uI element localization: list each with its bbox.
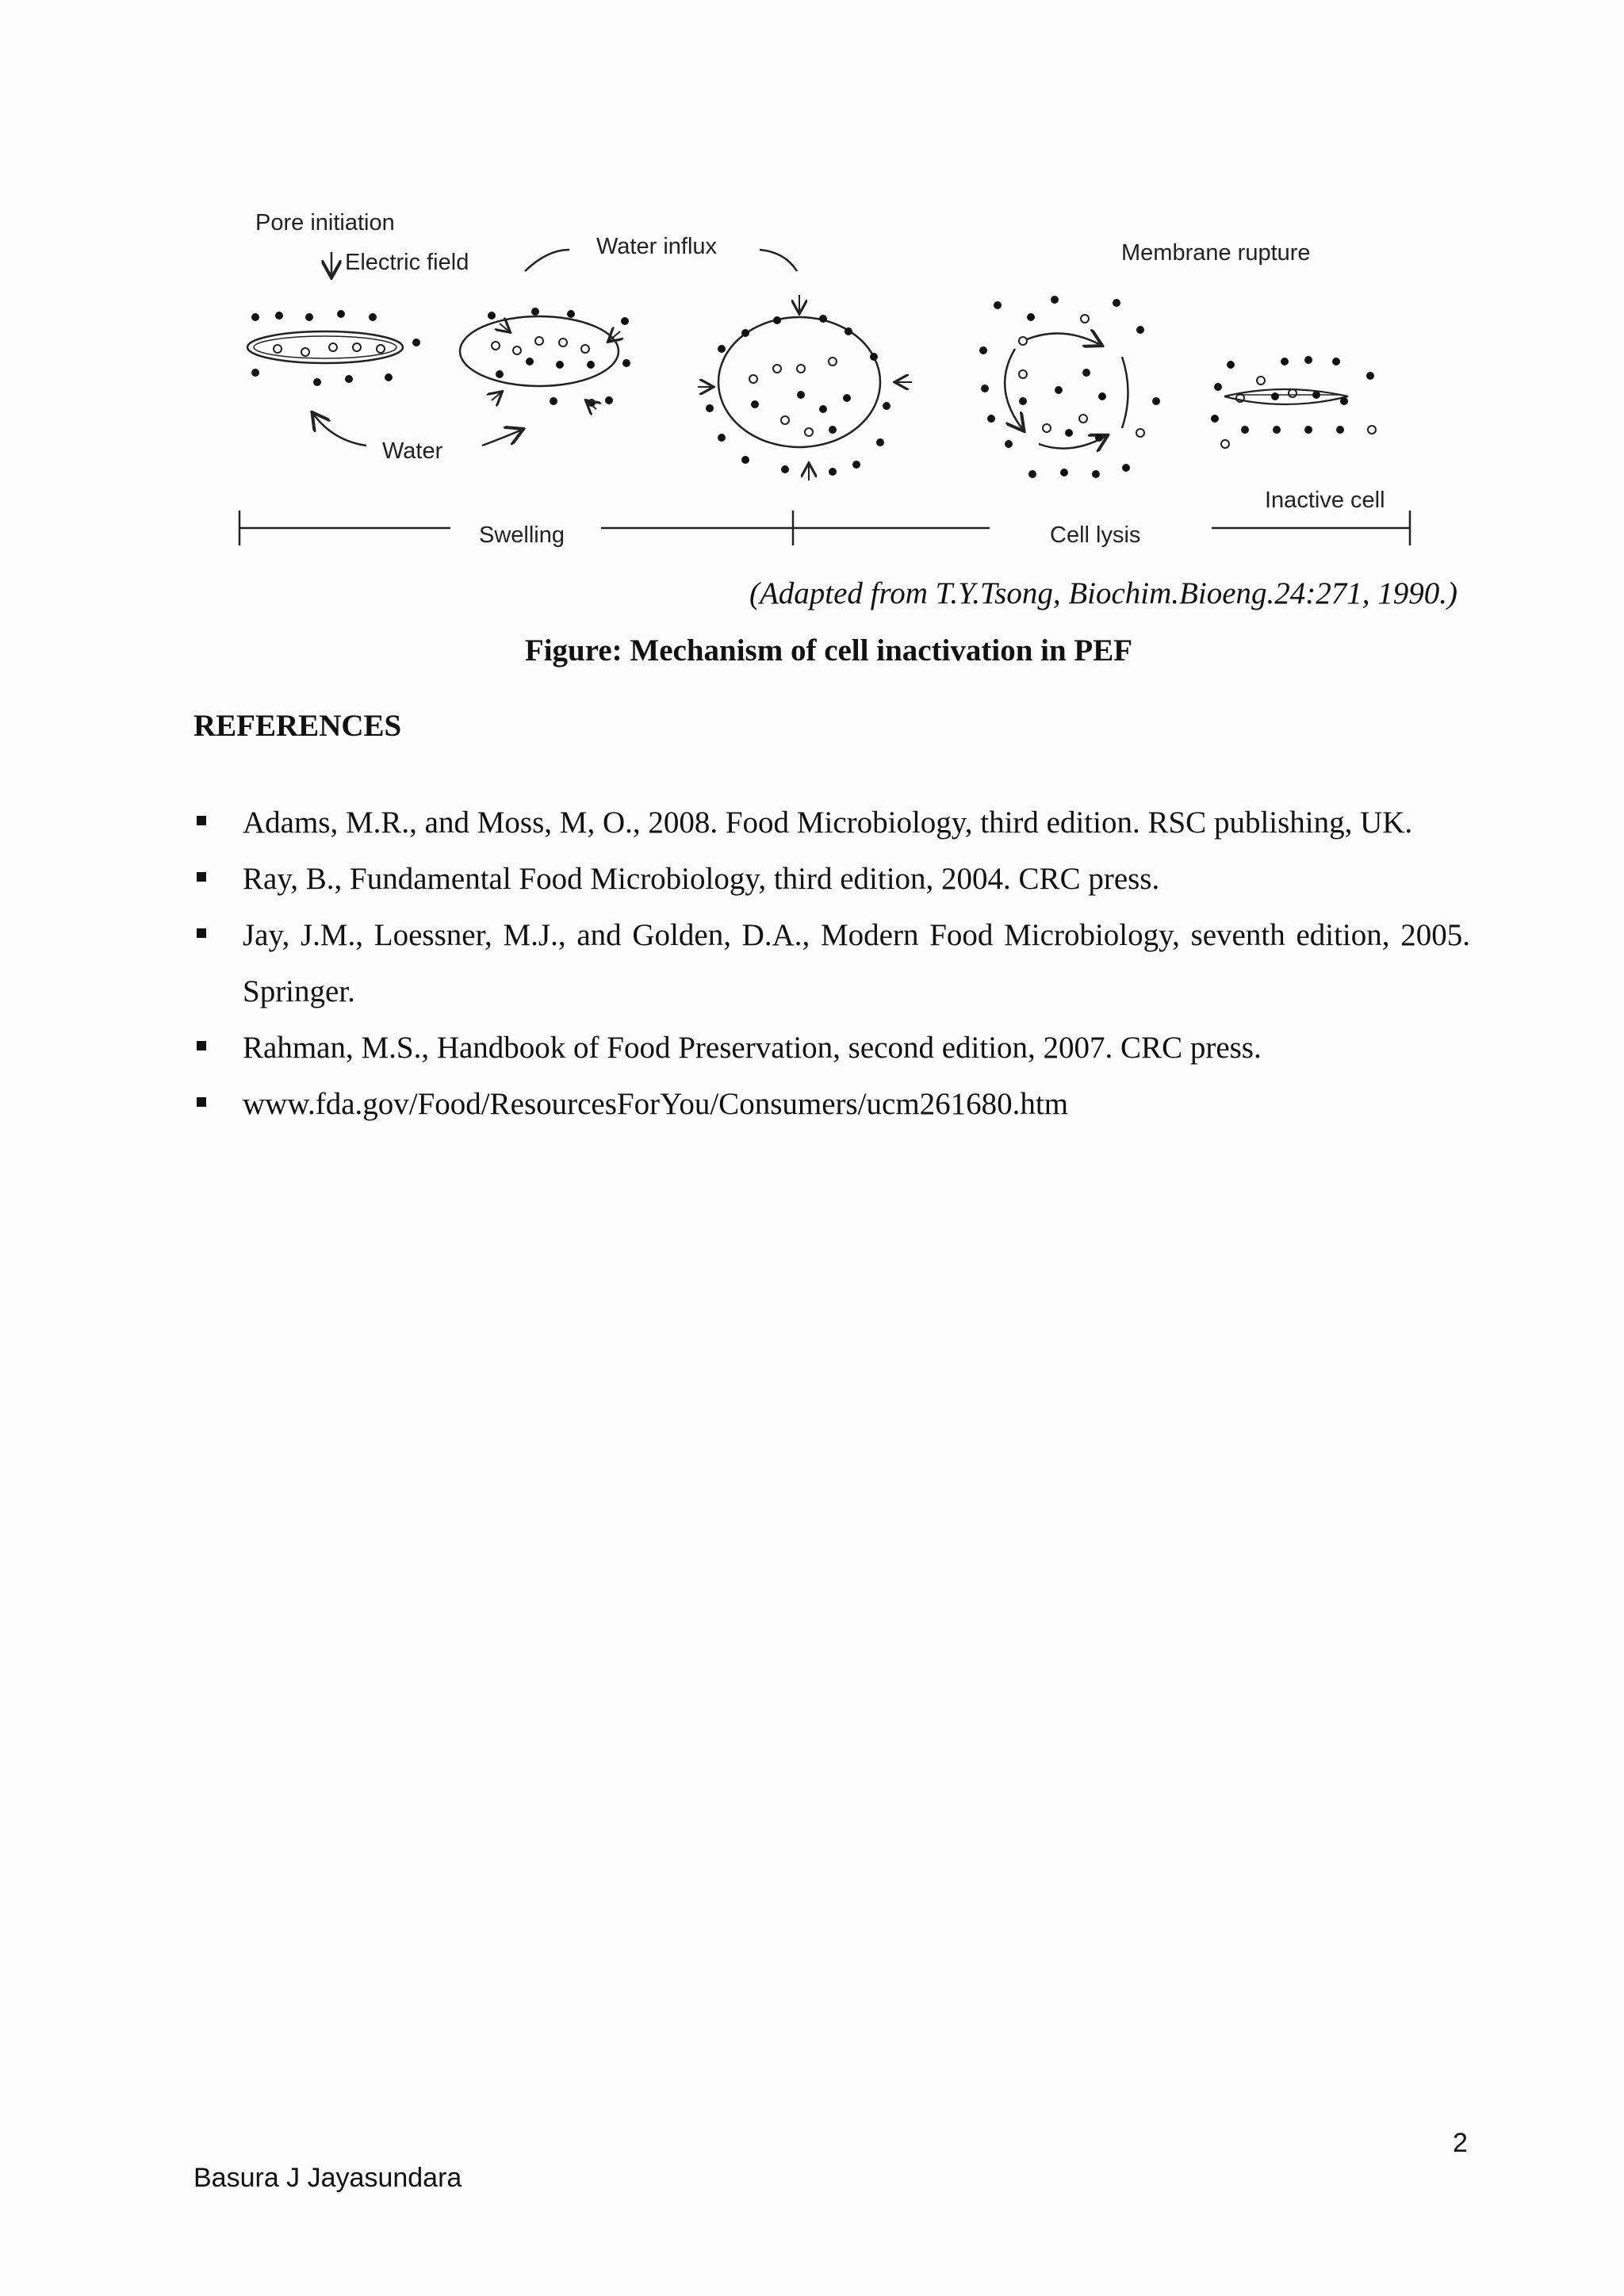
bullet-icon	[197, 928, 206, 938]
water-influx-left-curve	[525, 250, 569, 271]
water-right-arrow	[482, 430, 522, 446]
cell-stage-water-influx	[698, 295, 912, 480]
footer-author: Basura J Jayasundara	[193, 2163, 462, 2193]
reference-item	[193, 1076, 1470, 1132]
figure-source-caption: (Adapted from T.Y.Tsong, Biochim.Bioeng.24:271, 1990.)	[749, 576, 1457, 610]
label-swelling: Swelling	[479, 522, 565, 548]
water-influx-right-curve	[760, 250, 797, 271]
label-membrane-rupture: Membrane rupture	[1121, 240, 1311, 266]
page-number: 2	[1453, 2128, 1468, 2158]
reference-link-text[interactable]: www.fda.gov/Food/ResourcesForYou/Consumers/ucm261680.htm	[243, 1087, 1069, 1121]
reference-text: Rahman, M.S., Handbook of Food Preservation, second edition, 2007. CRC press.	[243, 1031, 1262, 1065]
reference-item	[193, 1020, 1470, 1076]
label-water: Water	[382, 438, 443, 464]
label-cell-lysis: Cell lysis	[1050, 522, 1141, 548]
reference-item	[193, 794, 1470, 851]
figure-caption: Figure: Mechanism of cell inactivation in PEF	[524, 633, 1133, 668]
label-water-influx: Water influx	[596, 234, 718, 259]
bullet-icon	[197, 816, 206, 825]
cell-stage-swelling	[460, 308, 630, 409]
cell-stage-membrane-rupture	[979, 296, 1160, 478]
reference-item	[193, 851, 1470, 907]
cell-stage-inactive	[1211, 356, 1376, 448]
label-inactive-cell: Inactive cell	[1265, 488, 1385, 513]
reference-text: Jay, J.M., Loessner, M.J., and Golden, D.A., Modern Food Microbiology, seventh edition, 2005. Springer.	[243, 918, 1470, 1008]
cell-stage-pore-initiation	[247, 310, 420, 386]
reference-text: Ray, B., Fundamental Food Microbiology, third edition, 2004. CRC press.	[243, 862, 1160, 896]
label-pore-initiation: Pore initiation	[255, 210, 395, 235]
timeline-bar	[239, 511, 1410, 545]
bullet-icon	[197, 1097, 206, 1107]
cell-inactivation-diagram	[230, 206, 1451, 571]
water-left-arrow	[313, 414, 366, 446]
reference-text: Adams, M.R., and Moss, M, O., 2008. Food Microbiology, third edition. RSC publishing, UK.	[243, 806, 1413, 840]
bullet-icon	[197, 872, 206, 882]
references-heading: REFERENCES	[193, 709, 402, 743]
bullet-icon	[197, 1041, 206, 1050]
reference-item	[193, 907, 1470, 1020]
label-electric-field: Electric field	[345, 250, 469, 275]
references-list	[193, 794, 1470, 1132]
